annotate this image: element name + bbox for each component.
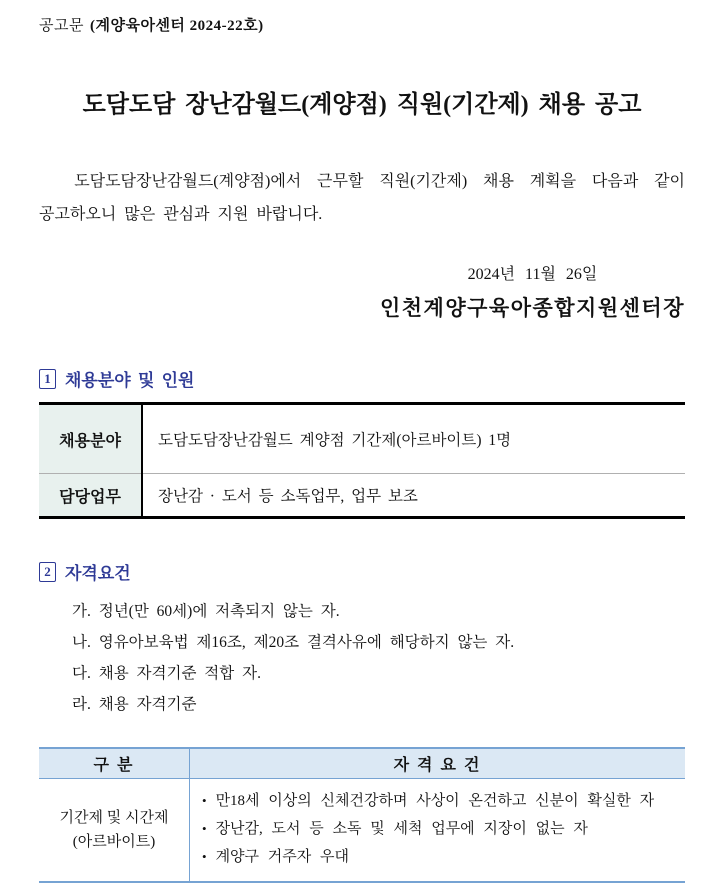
doc-reference-line — [39, 14, 685, 35]
row-label-line-1: 기간제 및 시간제 — [59, 810, 169, 826]
row-label-line-2: (아르바이트) — [72, 834, 156, 850]
doc-ref-number: (계양육아센터 2024-22호) — [89, 18, 264, 34]
section2-heading — [39, 559, 685, 584]
bullet-text: 장난감, 도서 등 소독 및 세척 업무에 지장이 없는 자 — [215, 821, 588, 837]
doc-ref-prefix: 공고문 — [39, 18, 84, 34]
bullet-icon: • — [202, 821, 207, 836]
section1-heading-label: 채용분야 및 인원 — [65, 371, 195, 390]
section1-number-box: 1 — [39, 369, 56, 389]
table-row — [39, 474, 685, 518]
section1-heading — [39, 366, 685, 391]
bullet-icon: • — [202, 793, 207, 808]
table-row — [39, 779, 685, 883]
bullet-text: 계양구 거주자 우대 — [215, 849, 349, 865]
duty-label: 담당업무 — [39, 474, 142, 518]
intro-paragraph — [39, 165, 685, 231]
signature-name: 인천계양구육아종합지원센터장 — [379, 296, 685, 320]
requirements-cell — [190, 779, 686, 883]
duty-value: 장난감 · 도서 등 소독업무, 업무 보조 — [158, 488, 418, 505]
section2-number-box: 2 — [39, 562, 56, 582]
table-header-row — [39, 748, 685, 779]
bullet-text: 만18세 이상의 신체건강하며 사상이 온건하고 신분이 확실한 자 — [215, 793, 655, 809]
intro-line-1: 도담도담장난감월드(계양점)에서 근무할 직원(기간제) 채용 계획을 다음과 같이 — [74, 173, 685, 190]
list-item: 다. 채용 자격기준 적합 자. — [72, 665, 261, 682]
recruit-field-label: 채용분야 — [39, 404, 142, 474]
intro-line-2: 공고하오니 많은 관심과 지원 바랍니다. — [39, 206, 323, 223]
row-label-cell — [39, 779, 190, 883]
qualification-table — [39, 747, 685, 883]
column-header-requirements: 자 격 요 건 — [190, 748, 686, 779]
column-header-category: 구 분 — [39, 748, 190, 779]
list-item: 가. 정년(만 60세)에 저촉되지 않는 자. — [72, 603, 340, 620]
bullet-item — [202, 843, 683, 871]
section2-heading-label: 자격요건 — [65, 564, 131, 583]
signature-block — [380, 261, 685, 322]
bullet-item — [202, 815, 683, 843]
page-title: 도담도담 장난감월드(계양점) 직원(기간제) 채용 공고 — [82, 92, 642, 118]
bullet-item — [202, 787, 683, 815]
list-item: 나. 영유아보육법 제16조, 제20조 결격사유에 해당하지 않는 자. — [72, 634, 515, 651]
qualification-list — [39, 596, 685, 720]
bullet-icon: • — [202, 849, 207, 864]
table-row — [39, 404, 685, 474]
announcement-date: 2024년 11월 26일 — [467, 266, 598, 283]
list-item: 라. 채용 자격기준 — [72, 696, 197, 713]
recruit-field-value: 도담도담장난감월드 계양점 기간제(아르바이트) 1명 — [142, 404, 685, 474]
recruitment-table — [39, 402, 685, 519]
